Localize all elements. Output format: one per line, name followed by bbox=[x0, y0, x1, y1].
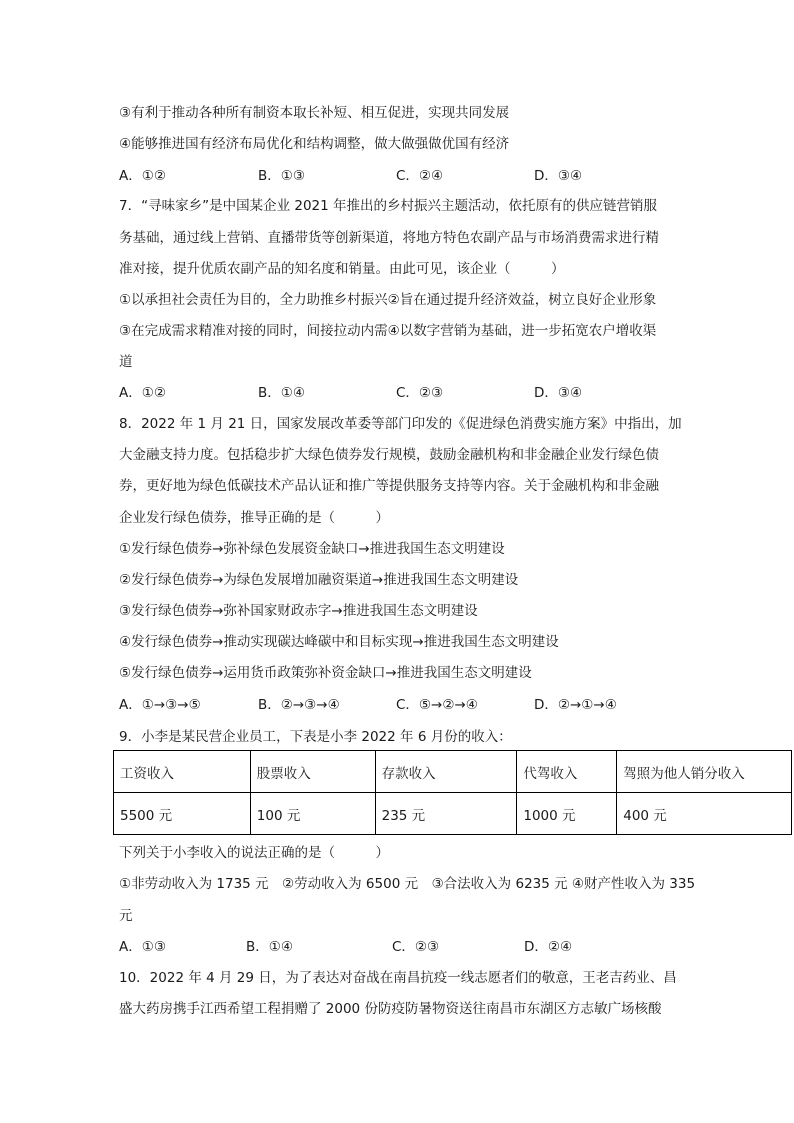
header-license-points: 驾照为他人销分收入 bbox=[617, 751, 792, 793]
q7-line-6: 道 bbox=[119, 354, 133, 370]
q10-line-2: 盛大药房携手江西希望工程捐赠了 2000 份防疫防暑物资送往南昌市东湖区方志敏广场核酸 bbox=[119, 1001, 662, 1017]
q9-option-c: C．②③ bbox=[392, 939, 440, 955]
q6-statement-3: ③有利于推动各种所有制资本取长补短、相互促进，实现共同发展 bbox=[119, 105, 510, 121]
q7-option-c: C．②③ bbox=[396, 385, 444, 401]
q7-option-d: D．③④ bbox=[534, 385, 583, 401]
q9-option-d: D．②④ bbox=[524, 939, 573, 955]
value-stock: 100 元 bbox=[250, 793, 375, 835]
q9-option-b: B．①④ bbox=[246, 939, 293, 955]
income-table bbox=[113, 750, 792, 835]
q7-line-4: ①以承担社会责任为目的，全力助推乡村振兴②旨在通过提升经济效益，树立良好企业形象 bbox=[119, 292, 657, 308]
q8-chain-5: ⑤发行绿色债券→运用货币政策弥补资金缺口→推进我国生态文明建设 bbox=[119, 665, 532, 681]
value-driving: 1000 元 bbox=[517, 793, 617, 835]
value-salary: 5500 元 bbox=[114, 793, 251, 835]
q6-option-b: B．①③ bbox=[258, 168, 305, 184]
q7-line-3: 准对接，提升优质农副产品的知名度和销量。由此可见，该企业（ ） bbox=[119, 261, 565, 277]
header-deposit: 存款收入 bbox=[375, 751, 517, 793]
q10-line-1: 10．2022 年 4 月 29 日，为了表达对奋战在南昌抗疫一线志愿者们的敬意，王老吉药业、昌 bbox=[119, 970, 677, 986]
q7-line-1: 7．“寻味家乡”是中国某企业 2021 年推出的乡村振兴主题活动，依托原有的供应链营销服 bbox=[119, 198, 658, 214]
q6-option-a: A．①② bbox=[119, 168, 166, 184]
q8-option-b: B．②→③→④ bbox=[258, 697, 340, 713]
header-stock: 股票收入 bbox=[250, 751, 375, 793]
q6-option-c: C．②④ bbox=[396, 168, 444, 184]
q8-option-d: D．②→①→④ bbox=[534, 697, 617, 713]
value-license-points: 400 元 bbox=[617, 793, 792, 835]
q8-chain-1: ①发行绿色债券→弥补绿色发展资金缺口→推进我国生态文明建设 bbox=[119, 541, 505, 557]
income-table-value-row bbox=[114, 793, 792, 835]
q8-line-3: 券，更好地为绿色低碳技术产品认证和推广等提供服务支持等内容。关于金融机构和非金融 bbox=[119, 478, 659, 494]
q7-line-5: ③在完成需求精准对接的同时，间接拉动内需④以数字营销为基础，进一步拓宽农户增收渠 bbox=[119, 323, 657, 339]
header-driving: 代驾收入 bbox=[517, 751, 617, 793]
q6-option-d: D．③④ bbox=[534, 168, 583, 184]
header-salary: 工资收入 bbox=[114, 751, 251, 793]
q8-option-c: C．⑤→②→④ bbox=[396, 697, 478, 713]
q8-line-4: 企业发行绿色债券，推导正确的是（ ） bbox=[119, 510, 389, 526]
q7-option-a: A．①② bbox=[119, 385, 166, 401]
q7-line-2: 务基础，通过线上营销、直播带货等创新渠道，将地方特色农副产品与市场消费需求进行精 bbox=[119, 230, 659, 246]
q6-statement-4: ④能够推进国有经济布局优化和结构调整，做大做强做优国有经济 bbox=[119, 136, 510, 152]
q8-option-a: A．①→③→⑤ bbox=[119, 697, 201, 713]
q8-chain-2: ②发行绿色债券→为绿色发展增加融资渠道→推进我国生态文明建设 bbox=[119, 572, 519, 588]
q8-chain-4: ④发行绿色债券→推动实现碳达峰碳中和目标实现→推进我国生态文明建设 bbox=[119, 634, 559, 650]
q9-statements: ①非劳动收入为 1735 元 ②劳动收入为 6500 元 ③合法收入为 6235 元 ④财产性收入为 335 bbox=[119, 876, 696, 892]
q8-chain-3: ③发行绿色债券→弥补国家财政赤字→推进我国生态文明建设 bbox=[119, 603, 478, 619]
q9-intro: 9．小李是某民营企业员工，下表是小李 2022 年 6 月份的收入： bbox=[119, 729, 512, 745]
q7-option-b: B．①④ bbox=[258, 385, 305, 401]
q8-line-2: 大金融支持力度。包括稳步扩大绿色债券发行规模，鼓励金融机构和非金融企业发行绿色债 bbox=[119, 447, 659, 463]
income-table-header-row bbox=[114, 751, 792, 793]
q8-line-1: 8．2022 年 1 月 21 日，国家发展改革委等部门印发的《促进绿色消费实施方案》中指出，加 bbox=[119, 416, 682, 432]
value-deposit: 235 元 bbox=[375, 793, 517, 835]
q9-option-a: A．①③ bbox=[119, 939, 166, 955]
q9-stem: 下列关于小李收入的说法正确的是（ ） bbox=[119, 845, 389, 861]
q9-statements-cont: 元 bbox=[119, 908, 133, 924]
